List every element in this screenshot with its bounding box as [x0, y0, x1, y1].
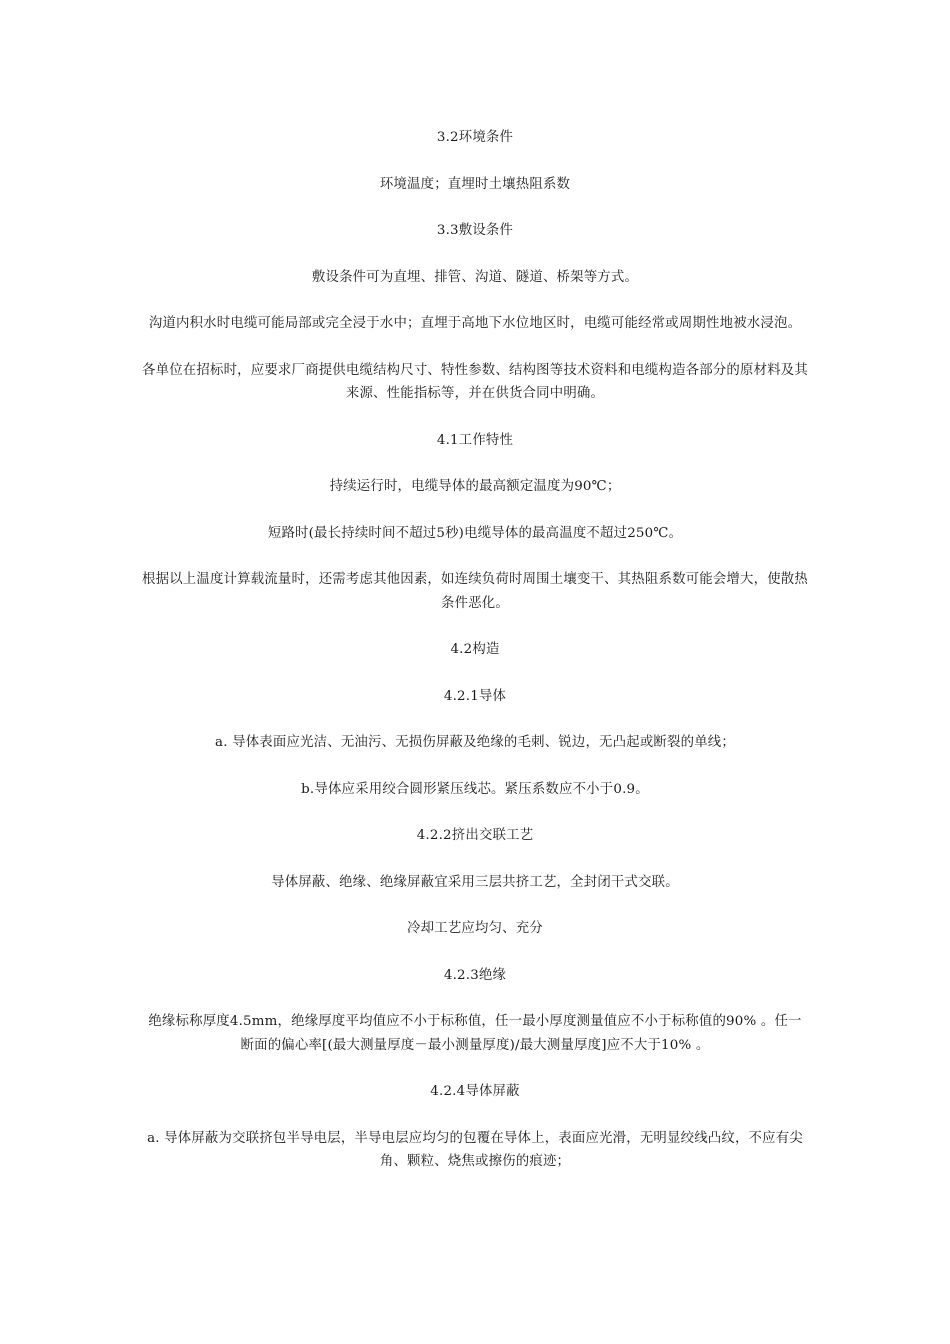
paragraph-ampacity-note: 根据以上温度计算载流量时，还需考虑其他因素，如连续负荷时周围土壤变干、其热阻系数可能会增大，使散热条件恶化。 — [142, 572, 808, 611]
paragraph-tender-requirements: 各单位在招标时，应要求厂商提供电缆结构尺寸、特性参数、结构图等技术资料和电缆构造各部分的原材料及其来源、性能指标等，并在供货合同中明确。 — [142, 362, 808, 401]
paragraph-water-immersion: 沟道内积水时电缆可能局部或完全浸于水中；直埋于高地下水位地区时，电缆可能经常或周期性地被水浸泡。 — [148, 316, 802, 331]
section-heading-4-2-2: 4.2.2挤出交联工艺 — [416, 828, 534, 843]
section-heading-3-2: 3.2环境条件 — [436, 130, 514, 145]
paragraph-laying-methods: 敷设条件可为直埋、排管、沟道、隧道、桥架等方式。 — [311, 269, 639, 285]
section-heading-4-2-4: 4.2.4导体屏蔽 — [430, 1084, 520, 1099]
document-body — [142, 126, 808, 1197]
section-heading-4-2-3: 4.2.3绝缘 — [443, 967, 507, 983]
paragraph-cooling-process: 冷却工艺应均匀、充分 — [407, 921, 543, 936]
paragraph-conductor-compaction: b.导体应采用绞合圆形紧压线芯。紧压系数应不小于0.9。 — [301, 781, 649, 797]
paragraph-conductor-surface: a. 导体表面应光洁、无油污、无损伤屏蔽及绝缘的毛刺、锐边，无凸起或断裂的单线； — [215, 735, 735, 750]
paragraph-short-circuit-temperature: 短路时(最长持续时间不超过5秒)电缆导体的最高温度不超过250℃。 — [267, 525, 683, 541]
section-heading-3-3: 3.3敷设条件 — [436, 223, 514, 238]
paragraph-ambient-temperature: 环境温度；直埋时土壤热阻系数 — [379, 176, 571, 192]
paragraph-continuous-temperature: 持续运行时，电缆导体的最高额定温度为90℃； — [329, 479, 621, 494]
paragraph-conductor-shield: a. 导体屏蔽为交联挤包半导电层，半导电层应均匀的包覆在导体上，表面应光滑，无明显绞线凸纹，不应有尖角、颗粒、烧焦或擦伤的痕迹； — [147, 1130, 803, 1169]
section-heading-4-1: 4.1工作特性 — [436, 432, 514, 448]
paragraph-insulation-thickness: 绝缘标称厚度4.5mm，绝缘厚度平均值应不小于标称值，任一最小厚度测量值应不小于标称值的90% 。任一断面的偏心率[(最大测量厚度－最小测量厚度)/最大测量厚度]应不大于10% 。 — [148, 1014, 802, 1053]
paragraph-triple-extrusion: 导体屏蔽、绝缘、绝缘屏蔽宜采用三层共挤工艺，全封闭干式交联。 — [271, 874, 679, 890]
section-heading-4-2: 4.2构造 — [450, 642, 500, 657]
section-heading-4-2-1: 4.2.1导体 — [443, 688, 507, 704]
